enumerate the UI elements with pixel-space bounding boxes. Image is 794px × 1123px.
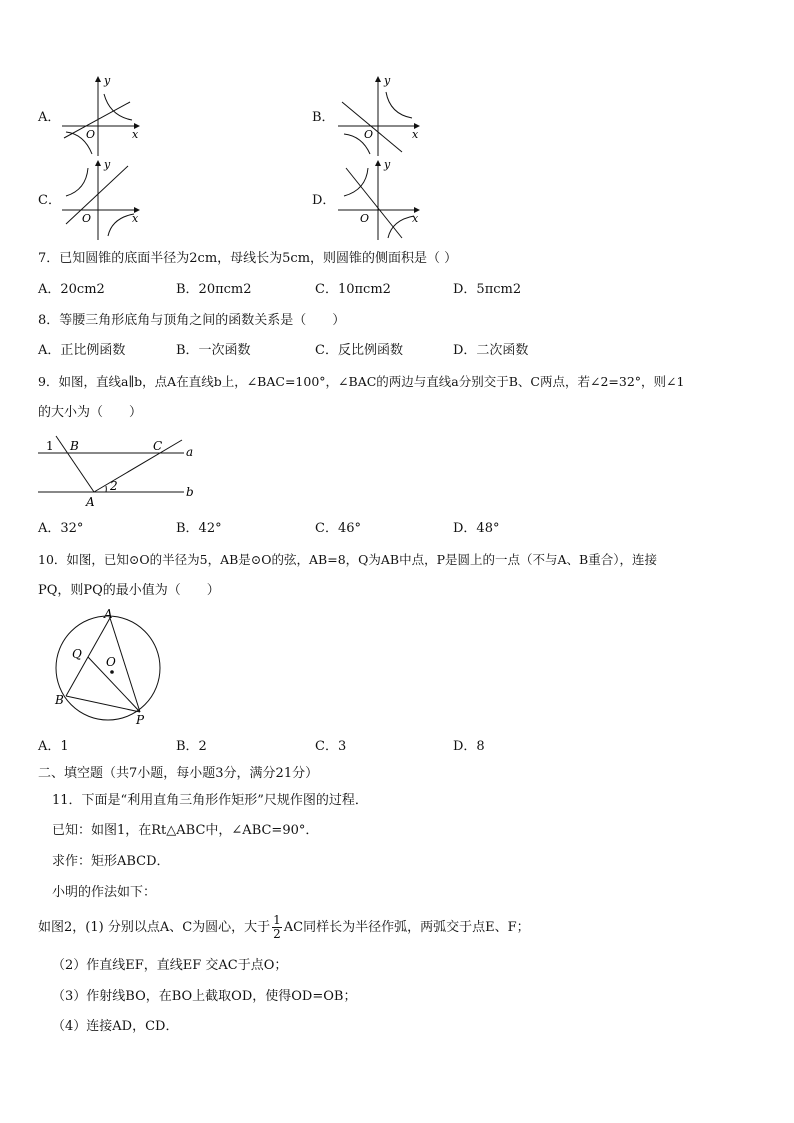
axis-y-label: y [384,158,391,171]
q10-option-c: C．3 [315,739,347,754]
option-b-label: B． [312,110,335,125]
q9-option-a: A．32° [38,521,84,536]
option-a-label: A． [38,110,61,125]
origin-label: O [82,212,92,225]
q7-stem: 7．已知圆锥的底面半径为2cm，母线长为5cm，则圆锥的侧面积是（ ） [38,251,458,266]
axis-y-label: y [104,158,111,171]
q10-figure [50,606,166,728]
origin-label: O [86,128,96,141]
fraction-numerator: 1 [273,913,281,927]
point-a-label: A [104,607,113,621]
line-b-label: b [186,485,194,499]
option-a-graph [60,72,142,158]
q11-step3: （3）作射线BO，在BO上截取OD，使得OD=OB； [52,989,357,1004]
q11-line5 [38,913,530,943]
q7-option-a: A．20cm2 [38,282,105,297]
q10-stem-line2: PQ，则PQ的最小值为（ ） [38,583,220,598]
point-p-label: P [136,713,145,727]
fraction [272,914,282,941]
point-o-label: O [106,655,116,669]
q9-figure [36,434,198,510]
angle-2-label: 2 [110,479,118,493]
option-d-graph [336,156,422,242]
q9-option-d: D．48° [453,521,500,536]
axis-x-label: x [132,212,139,225]
axis-x-label: x [412,212,419,225]
axis-y-label: y [104,74,111,87]
q7-option-b: B．20πcm2 [176,282,252,297]
angle-1-label: 1 [46,439,54,453]
axis-y-label: y [384,74,391,87]
q11-line3: 求作：矩形ABCD． [52,854,170,869]
q7-option-d: D．5πcm2 [453,282,522,297]
q9-stem-line1: 9．如图，直线a∥b，点A在直线b上，∠BAC=100°，∠BAC的两边与直线a分别交于B、C两点，若∠2=32°，则∠1 [38,374,685,389]
q8-option-a: A．正比例函数 [38,343,126,358]
q8-option-b: B．一次函数 [176,343,251,358]
fraction-denominator: 2 [273,927,281,941]
q11-step2: （2）作直线EF，直线EF 交AC于点O； [52,958,288,973]
line-a-label: a [186,445,194,459]
origin-label: O [360,212,370,225]
point-c-label: C [153,439,163,453]
q11-line2: 已知：如图1，在Rt△ABC中，∠ABC=90°． [52,823,319,838]
q11-step4: （4）连接AD，CD． [52,1019,179,1034]
section-title: 二、填空题（共7小题，每小题3分，满分21分） [38,766,319,781]
option-d-label: D． [312,193,336,208]
option-c-graph [60,156,142,242]
q10-stem-line1: 10．如图，已知⊙O的半径为5，AB是⊙O的弦，AB=8，Q为AB中点，P是圆上的一点（不与A、B重合），连接 [38,552,657,567]
q8-option-c: C．反比例函数 [315,343,403,358]
q10-option-d: D．8 [453,739,485,754]
axis-x-label: x [412,128,419,141]
point-q-label: Q [72,647,82,661]
q8-stem: 8．等腰三角形底角与顶角之间的函数关系是（ ） [38,313,346,328]
q7-option-c: C．10πcm2 [315,282,391,297]
q9-stem-line2: 的大小为（ ） [38,405,143,420]
q8-option-d: D．二次函数 [453,343,529,358]
q9-option-c: C．46° [315,521,361,536]
axis-x-label: x [132,128,139,141]
point-b-label: B [55,693,64,707]
q10-option-a: A．1 [38,739,69,754]
origin-label: O [364,128,374,141]
point-a-label: A [86,495,95,509]
option-b-graph [336,72,422,158]
option-c-label: C． [38,193,61,208]
q11-line5-pre: 如图2，(1) 分别以点A、C为圆心，大于 [38,920,271,935]
point-b-label: B [70,439,79,453]
q10-option-b: B．2 [176,739,207,754]
q11-line4: 小明的作法如下： [52,885,157,900]
q9-option-b: B．42° [176,521,222,536]
q11-line1: 11．下面是“利用直角三角形作矩形”尺规作图的过程． [52,793,368,808]
q11-line5-post: AC同样长为半径作弧，两弧交于点E、F； [283,920,530,935]
